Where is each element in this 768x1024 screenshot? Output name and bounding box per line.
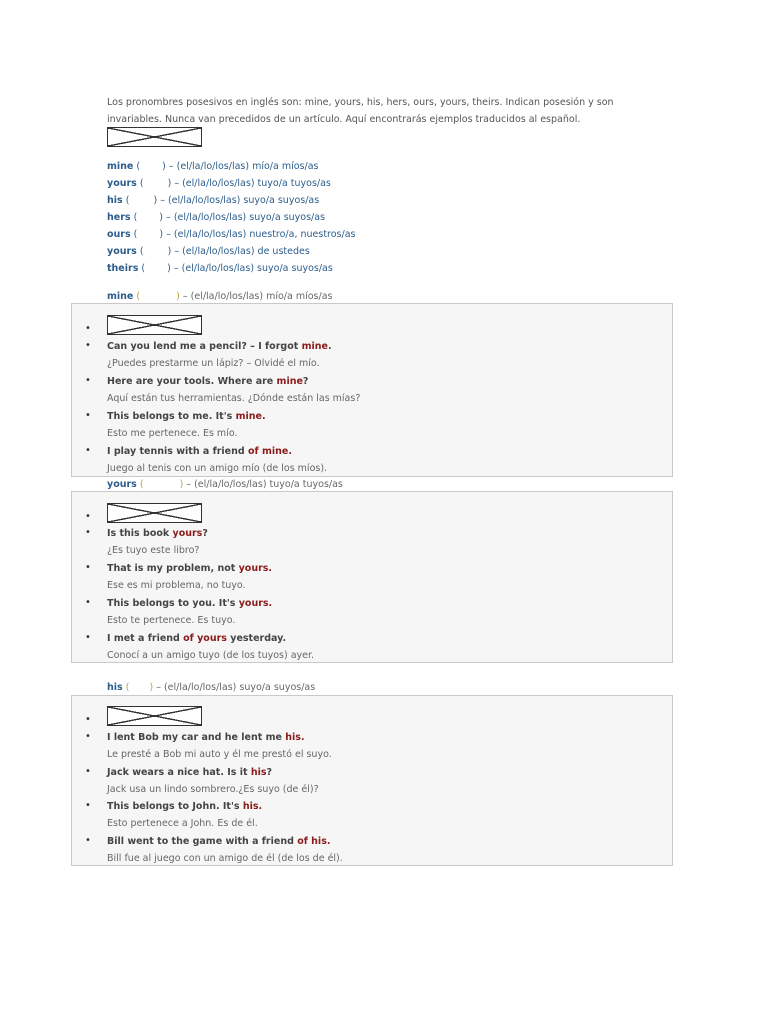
paren-close: ) bbox=[179, 479, 184, 490]
highlighted-pronoun: mine. bbox=[235, 411, 266, 422]
pronoun-translation: – (el/la/lo/los/las) suyo/a suyos/as bbox=[166, 212, 326, 223]
examples-box-his bbox=[71, 695, 673, 866]
pronoun-row bbox=[107, 175, 355, 192]
example-item bbox=[107, 597, 272, 628]
paren-open: ( bbox=[125, 195, 130, 206]
example-item bbox=[107, 731, 332, 762]
pronoun-word[interactable]: hers bbox=[107, 212, 131, 223]
paren-open: ( bbox=[139, 178, 144, 189]
example-english: Is this book yours? bbox=[107, 528, 208, 539]
pronoun-word[interactable]: ours bbox=[107, 229, 131, 240]
paren-close: ) bbox=[159, 229, 164, 240]
bullet-icon: • bbox=[85, 445, 91, 456]
pronoun-translation: – (el/la/lo/los/las) mío/a míos/as bbox=[168, 161, 319, 172]
example-item bbox=[107, 410, 266, 441]
section-heading-yours bbox=[107, 478, 343, 492]
paren-close: ) bbox=[167, 263, 171, 274]
pronoun-row bbox=[107, 158, 355, 175]
examples-box-mine bbox=[71, 303, 673, 477]
example-item bbox=[107, 340, 332, 371]
intro-line-2: invariables. Nunca van precedidos de un artículo. Aquí encontrarás ejemplos traducidos al español. bbox=[107, 114, 581, 125]
pronoun-translation: – (el/la/lo/los/las) suyo/a suyos/as bbox=[173, 263, 333, 274]
example-spanish: Esto te pertenece. Es tuyo. bbox=[107, 615, 236, 626]
example-spanish: Bill fue al juego con un amigo de él (de los de él). bbox=[107, 853, 343, 864]
pronoun-translation: – (el/la/lo/los/las) suyo/a suyos/as bbox=[156, 682, 316, 693]
example-english: This belongs to you. It's yours. bbox=[107, 598, 273, 609]
highlighted-pronoun: mine bbox=[301, 341, 328, 352]
pronoun-row bbox=[107, 260, 355, 277]
pronoun-row bbox=[107, 209, 355, 226]
pronoun-word[interactable]: his bbox=[107, 682, 123, 693]
example-english: Here are your tools. Where are mine? bbox=[107, 376, 309, 387]
section-heading-his bbox=[107, 681, 315, 695]
pronoun-translation: – (el/la/lo/los/las) nuestro/a, nuestros/as bbox=[166, 229, 356, 240]
example-spanish: ¿Puedes prestarme un lápiz? – Olvidé el mío. bbox=[107, 358, 320, 369]
highlighted-pronoun: of mine. bbox=[248, 446, 292, 457]
paren-close: ) bbox=[162, 161, 166, 172]
example-spanish: Esto pertenece a John. Es de él. bbox=[107, 818, 258, 829]
pronoun-row bbox=[107, 243, 355, 260]
bullet-icon: • bbox=[85, 375, 91, 386]
bullet-icon: • bbox=[85, 800, 91, 811]
pronoun-translation: – (el/la/lo/los/las) tuyo/a tuyos/as bbox=[186, 479, 343, 490]
paren-close: ) bbox=[176, 291, 180, 302]
pronoun-word[interactable]: yours bbox=[107, 479, 137, 490]
bullet-icon: • bbox=[85, 714, 91, 725]
example-item bbox=[107, 835, 343, 866]
pronoun-word[interactable]: his bbox=[107, 195, 123, 206]
pronoun-row bbox=[107, 226, 355, 243]
example-english: I met a friend of yours yesterday. bbox=[107, 633, 287, 644]
highlighted-pronoun: yours bbox=[172, 528, 203, 539]
example-item bbox=[107, 562, 272, 593]
pronoun-word[interactable]: yours bbox=[107, 246, 137, 257]
pronoun-word[interactable]: theirs bbox=[107, 263, 139, 274]
example-spanish: Conocí a un amigo tuyo (de los tuyos) ayer. bbox=[107, 650, 315, 661]
section-heading-mine bbox=[107, 290, 332, 304]
bullet-icon: • bbox=[85, 527, 91, 538]
example-item bbox=[107, 800, 262, 831]
paren-close: ) bbox=[167, 246, 172, 257]
example-item bbox=[107, 632, 314, 663]
example-english: That is my problem, not yours. bbox=[107, 563, 273, 574]
bullet-icon: • bbox=[85, 562, 91, 573]
bullet-icon: • bbox=[85, 340, 91, 351]
bullet-icon: • bbox=[85, 835, 91, 846]
paren-open: ( bbox=[133, 229, 138, 240]
paren-close: ) bbox=[159, 212, 164, 223]
example-spanish: ¿Es tuyo este libro? bbox=[107, 545, 200, 556]
highlighted-pronoun: yours. bbox=[238, 598, 273, 609]
paren-open: ( bbox=[141, 263, 146, 274]
broken-image-icon bbox=[107, 127, 202, 147]
examples-box-yours bbox=[71, 491, 673, 663]
pronoun-translation: – (el/la/lo/los/las) de ustedes bbox=[174, 246, 310, 257]
example-item bbox=[107, 375, 360, 406]
example-spanish: Ese es mi problema, no tuyo. bbox=[107, 580, 246, 591]
pronoun-translation: – (el/la/lo/los/las) suyo/a suyos/as bbox=[160, 195, 320, 206]
bullet-icon: • bbox=[85, 597, 91, 608]
bullet-icon: • bbox=[85, 323, 91, 334]
paren-open: ( bbox=[136, 161, 141, 172]
example-english: I lent Bob my car and he lent me his. bbox=[107, 732, 305, 743]
bullet-icon: • bbox=[85, 632, 91, 643]
example-item bbox=[107, 527, 208, 558]
example-spanish: Esto me pertenece. Es mío. bbox=[107, 428, 238, 439]
example-english: Can you lend me a pencil? – I forgot mine. bbox=[107, 341, 332, 352]
paren-open: ( bbox=[139, 479, 144, 490]
highlighted-pronoun: of yours bbox=[183, 633, 227, 644]
paren-close: ) bbox=[149, 682, 154, 693]
example-english: This belongs to me. It's mine. bbox=[107, 411, 266, 422]
intro-line-1: Los pronombres posesivos en inglés son: mine, yours, his, hers, ours, yours, theirs. Indican posesión y son bbox=[107, 97, 614, 108]
pronoun-list bbox=[107, 158, 355, 277]
example-english: Bill went to the game with a friend of his. bbox=[107, 836, 331, 847]
paren-open: ( bbox=[139, 246, 144, 257]
bullet-icon: • bbox=[85, 731, 91, 742]
example-item bbox=[107, 445, 327, 476]
example-spanish: Juego al tenis con un amigo mío (de los míos). bbox=[107, 463, 328, 474]
example-english: This belongs to John. It's his. bbox=[107, 801, 263, 812]
example-english: Jack wears a nice hat. Is it his? bbox=[107, 767, 273, 778]
example-spanish: Aquí están tus herramientas. ¿Dónde están las mías? bbox=[107, 393, 361, 404]
example-item bbox=[107, 766, 319, 797]
bullet-icon: • bbox=[85, 410, 91, 421]
highlighted-pronoun: of his. bbox=[297, 836, 331, 847]
paren-open: ( bbox=[133, 212, 138, 223]
paren-open: ( bbox=[136, 291, 141, 302]
paren-open: ( bbox=[125, 682, 130, 693]
example-english: I play tennis with a friend of mine. bbox=[107, 446, 292, 457]
bullet-icon: • bbox=[85, 511, 91, 522]
highlighted-pronoun: yours. bbox=[238, 563, 273, 574]
highlighted-pronoun: mine bbox=[276, 376, 303, 387]
pronoun-row bbox=[107, 192, 355, 209]
broken-image-icon bbox=[107, 503, 202, 523]
pronoun-word[interactable]: yours bbox=[107, 178, 137, 189]
pronoun-word[interactable]: mine bbox=[107, 291, 134, 302]
bullet-icon: • bbox=[85, 766, 91, 777]
highlighted-pronoun: his bbox=[250, 767, 267, 778]
pronoun-translation: – (el/la/lo/los/las) tuyo/a tuyos/as bbox=[174, 178, 331, 189]
highlighted-pronoun: his. bbox=[242, 801, 263, 812]
paren-close: ) bbox=[167, 178, 172, 189]
pronoun-word[interactable]: mine bbox=[107, 161, 134, 172]
broken-image-icon bbox=[107, 706, 202, 726]
example-spanish: Jack usa un lindo sombrero.¿Es suyo (de él)? bbox=[107, 784, 319, 795]
example-spanish: Le presté a Bob mi auto y él me prestó el suyo. bbox=[107, 749, 332, 760]
intro-paragraph bbox=[107, 94, 647, 128]
pronoun-translation: – (el/la/lo/los/las) mío/a míos/as bbox=[182, 291, 333, 302]
highlighted-pronoun: his. bbox=[285, 732, 305, 743]
broken-image-icon bbox=[107, 315, 202, 335]
paren-close: ) bbox=[153, 195, 158, 206]
